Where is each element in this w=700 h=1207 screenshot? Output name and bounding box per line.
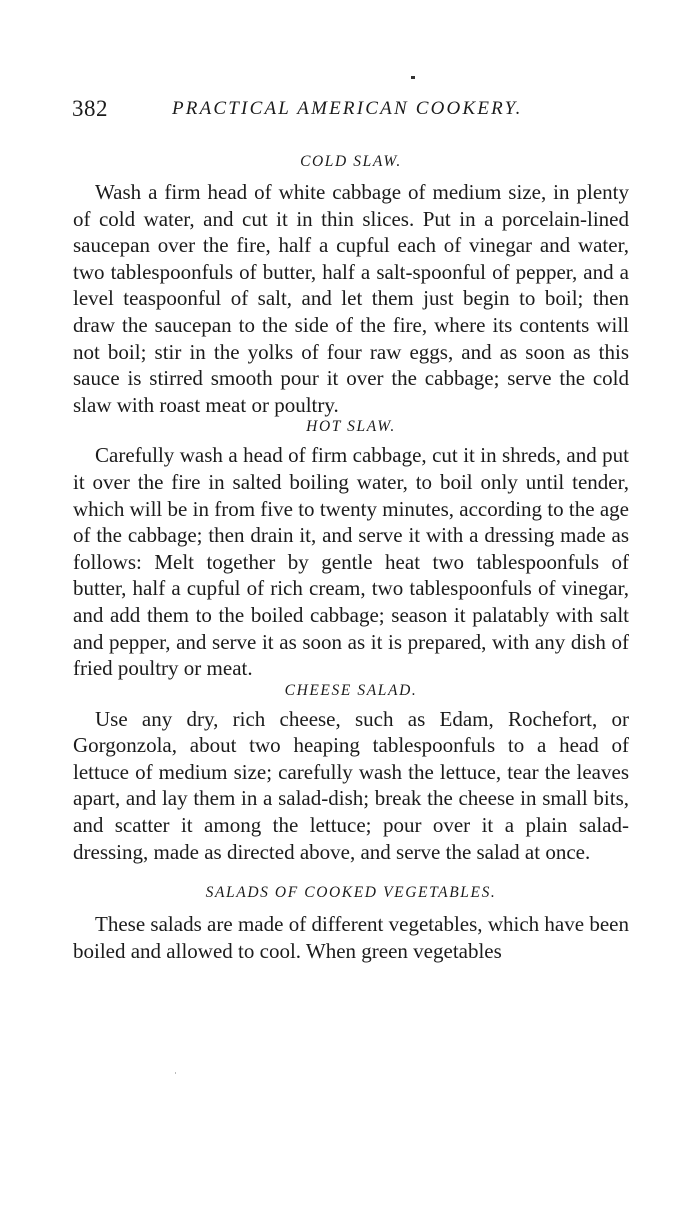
- page-content: [73, 152, 629, 964]
- recipe-paragraph: Use any dry, rich cheese, such as Edam, Rochefort, or Gorgonzola, about two heaping tablespoonfuls to a head of lettuce of medium size; carefully wash the lettuce, tear the leaves apart, and lay them in a salad-dish; break the cheese in small bits, and scatter it among the lettuce; pour over it a plain salad-dressing, made as directed above, and serve the salad at once.: [73, 706, 629, 864]
- page-number: 382: [72, 96, 108, 121]
- recipe-section: [73, 152, 629, 418]
- running-title: PRACTICAL AMERICAN COOKERY.: [172, 98, 523, 119]
- recipe-section: [73, 681, 629, 866]
- recipe-paragraph: Carefully wash a head of firm cabbage, cut it in shreds, and put it over the fire in salted boiling water, to boil only until tender, which will be in from five to twenty minutes, according to the age of the cabbage; then drain it, and serve it with a dressing made as follows: Melt together by gentle heat two tablespoonfuls of butter, half a cupful of rich cream, two tablespoonfuls of vinegar, and add them to the boiled cabbage; season it palatably with salt and pepper, and serve it as soon as it is prepared, with any dish of fried poultry or meat.: [73, 443, 629, 681]
- recipe-paragraph: Wash a firm head of white cabbage of medium size, in plenty of cold water, and cut it in thin slices. Put in a porcelain-lined saucepan over the fire, half a cupful each of vinegar and water, two tablespoonfuls of butter, half a salt-spoonful of pepper, and a level teaspoonful of salt, and let them just begin to boil; then draw the saucepan to the side of the fire, where its contents will not boil; stir in the yolks of four raw eggs, and as soon as this sauce is stirred smooth pour it over the cabbage; serve the cold slaw with roast meat or poultry.: [73, 180, 629, 417]
- recipe-paragraph: These salads are made of different vegetables, which have been boiled and allowed to cool. When green vegetables: [73, 912, 629, 963]
- section-heading: SALADS OF COOKED VEGETABLES.: [205, 884, 497, 902]
- recipe-section: [73, 883, 629, 964]
- recipe-section: [73, 417, 629, 681]
- section-heading: CHEESE SALAD.: [284, 681, 418, 699]
- ink-speck: [175, 1072, 176, 1074]
- page-header: [72, 96, 632, 126]
- ink-speck: [411, 76, 415, 79]
- section-heading: HOT SLAW.: [306, 418, 396, 436]
- section-heading: COLD SLAW.: [300, 153, 402, 170]
